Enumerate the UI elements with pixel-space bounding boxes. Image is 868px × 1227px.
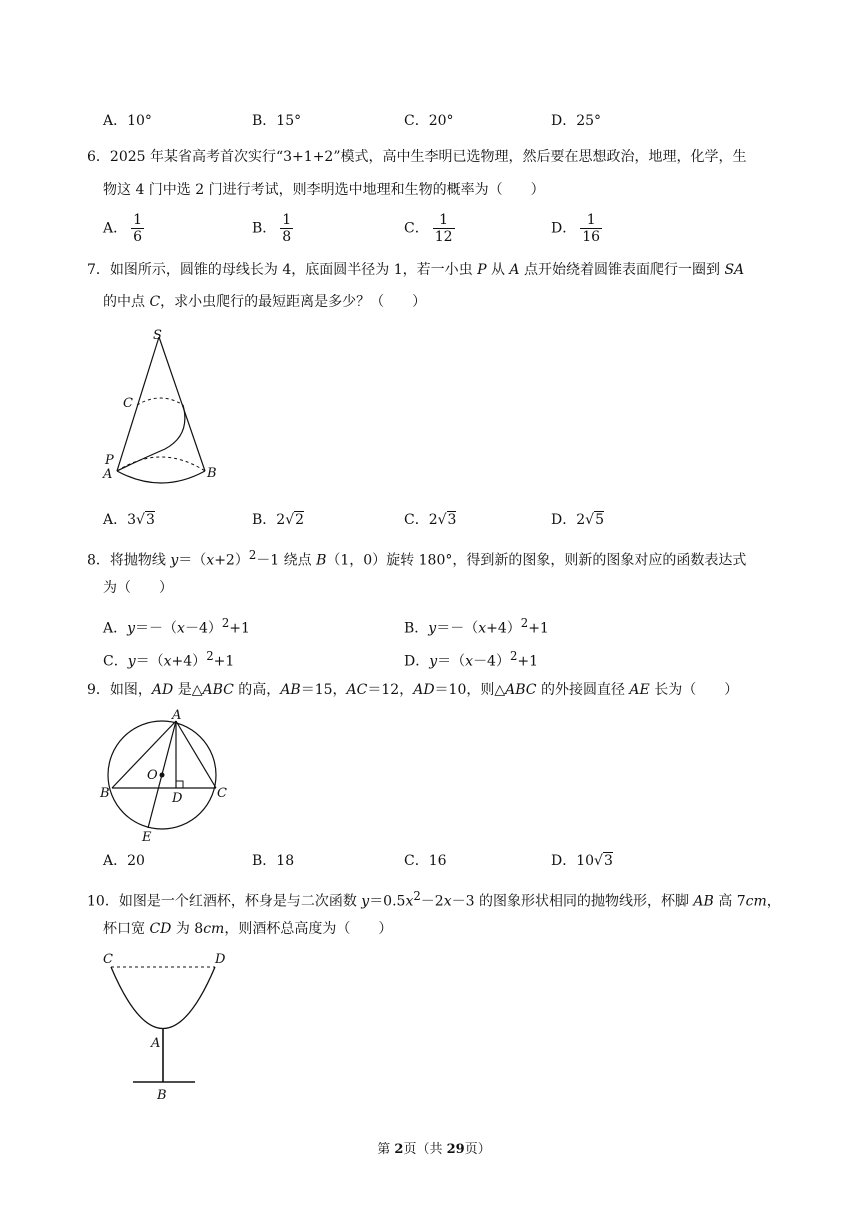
label-b: B: [207, 466, 217, 481]
q7-stem-line2: 的中点 C，求小虫爬行的最短距离是多少？（ ）: [103, 294, 427, 310]
q8-stem-line1: 8．将抛物线 $y=(x+2)^2-1$ 绕点 B（1，0）旋转 180°，得到新的图象，则新的图象对应的函数表达式: [87, 548, 747, 569]
q7-stem-line1: 7．如图所示，圆锥的母线长为 4，底面圆半径为 1，若一小虫 P 从 A 点开始绕着圆锥表面爬行一圈到 SA: [87, 262, 745, 278]
label-c: C: [103, 952, 113, 967]
q6-option-a: [103, 212, 144, 245]
option-label: B．: [252, 220, 277, 237]
q9-option-b: B．18: [252, 853, 295, 869]
page-footer: 第 2页（共 29页）: [377, 1142, 491, 1157]
q8-option-c: C．$y=(x+4)^2+1$: [103, 649, 235, 670]
label-b: B: [100, 786, 110, 801]
label-d: D: [215, 952, 226, 967]
fraction: $\frac{1}{8}$: [282, 212, 292, 245]
q6-stem-line1: 6．2025 年某省高考首次实行“3+1+2”模式，高中生李明已选物理，然后要在思想政治，地理，化学，生: [87, 149, 747, 165]
label-a: A: [103, 467, 113, 482]
label-c: C: [123, 396, 133, 411]
wine-glass-figure: [95, 945, 235, 1103]
q6-option-d: [551, 212, 602, 245]
label-p: P: [105, 453, 114, 468]
q6-stem-line2: 物这 4 门中选 2 门进行考试，则李明选中地理和生物的概率为（ ）: [103, 182, 545, 198]
fraction: $\frac{1}{6}$: [133, 212, 143, 245]
label-e: E: [142, 830, 152, 845]
option-label: C．: [404, 220, 429, 237]
q8-option-a: A．$y=-(x-4)^2+1$: [103, 616, 250, 637]
q7-option-d: D．2√5: [551, 512, 604, 528]
option-label: A．: [103, 220, 128, 237]
fraction: $\frac{1}{12}$: [434, 212, 453, 245]
q8-stem-line2: 为（ ）: [103, 580, 173, 596]
q5-option-a: A．10°: [103, 113, 152, 129]
q7-option-b: B．2√2: [252, 512, 305, 528]
label-c: C: [217, 786, 227, 801]
label-s: S: [153, 328, 162, 343]
label-a: A: [172, 708, 182, 723]
q7-option-a: A．3√3: [103, 512, 155, 528]
q7-option-c: C．2√3: [404, 512, 457, 528]
q5-option-c: C．20°: [404, 113, 454, 129]
q9-option-d: D．10√3: [551, 853, 613, 869]
q6-option-c: [404, 212, 455, 245]
q6-option-b: [252, 212, 293, 245]
q9-stem: 9．如图，AD 是△ABC 的高，AB＝15，AC＝12，AD＝10，则△ABC 的外接圆直径 AE 长为（ ）: [87, 682, 739, 698]
cone-figure: [95, 325, 235, 495]
circle-triangle-figure: [98, 705, 238, 845]
q5-option-d: D．25°: [551, 113, 602, 129]
q9-option-a: A．20: [103, 853, 145, 869]
fraction: $\frac{1}{16}$: [582, 212, 601, 245]
q8-option-b: B．$y=-(x+4)^2+1$: [404, 616, 549, 637]
option-label: D．: [551, 220, 577, 237]
q8-option-d: D．$y=(x-4)^2+1$: [404, 649, 539, 670]
label-d: D: [172, 791, 183, 806]
q10-stem-line1: 10．如图是一个红酒杯，杯身是与二次函数 $y=0.5x^2-2x-3$ 的图象形状相同的抛物线形，杯脚 AB 高 7cm，: [87, 889, 781, 910]
q10-stem-line2: 杯口宽 CD 为 8cm，则酒杯总高度为（ ）: [103, 921, 393, 937]
q5-option-b: B．15°: [252, 113, 302, 129]
label-o: O: [147, 768, 158, 783]
label-b: B: [157, 1088, 167, 1103]
q9-option-c: C．16: [404, 853, 447, 869]
label-a: A: [151, 1036, 161, 1051]
